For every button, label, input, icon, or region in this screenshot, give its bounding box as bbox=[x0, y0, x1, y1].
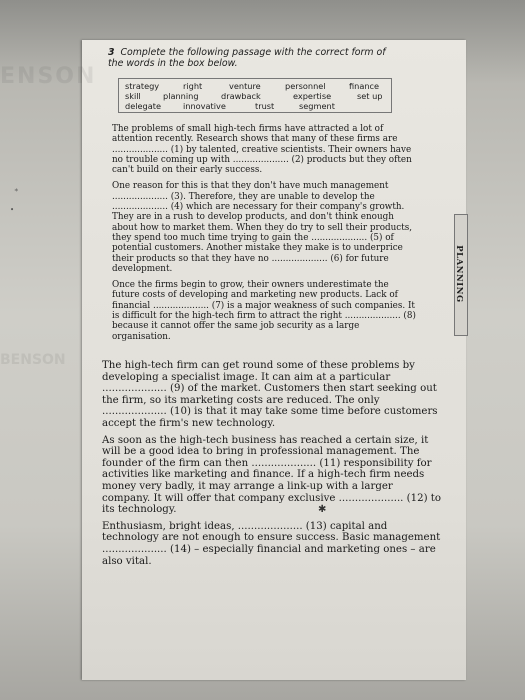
passage-paragraph-2: One reason for this is that they don't have much management .................... (3). Therefore, they are unable to develop the .................... (4) which are necessary for their company's growth. They are in a rush to develop products, and don't think enough about how to market them. When they do try to sell their products, they spend too much time trying to gain the .................... (5) of potential customers. Another mistake they make is to underprice their products so that they have no .................... (6) for future development. bbox=[112, 181, 413, 274]
word-box-item: personnel bbox=[285, 81, 326, 91]
word-box-item: strategy bbox=[125, 81, 160, 91]
word-box-item: set up bbox=[357, 91, 383, 101]
word-box-item: expertise bbox=[293, 91, 332, 101]
word-box-item: drawback bbox=[221, 91, 261, 101]
bleed-through-text: ENSON bbox=[0, 64, 97, 89]
word-box-item: finance bbox=[349, 81, 380, 91]
section-tab-label: PLANNING bbox=[455, 245, 465, 303]
word-box-item: venture bbox=[229, 81, 261, 91]
exercise-number: 3 bbox=[108, 47, 115, 58]
word-box-item: skill bbox=[125, 91, 141, 101]
word-box-item: segment bbox=[299, 101, 335, 111]
word-box bbox=[118, 78, 392, 113]
word-box-item: planning bbox=[163, 91, 199, 101]
passage-paragraph-6: Enthusiasm, bright ideas, .................... (13) capital and technology are not enough to ensure success. Basic management .................... (14) – especially financial and marketing ones – are also vital. bbox=[102, 520, 441, 567]
word-box-item: right bbox=[183, 81, 203, 91]
pen-mark: ✱ bbox=[318, 504, 327, 515]
passage-paragraph-3: Once the firms begin to grow, their owners underestimate the future costs of developing and marketing new products. Lack of financial .................... (7) is a major weakness of such companies. It is difficult for the high-tech firm to attract the right .................... (8) because it cannot offer the same job security as a large organisation. bbox=[112, 280, 416, 342]
bleed-through-text: BENSON bbox=[0, 352, 66, 368]
passage-paragraph-4: The high-tech firm can get round some of these problems by developing a specialist image. It can aim at a particular .................... (9) of the market. Customers then start seeking out the firm, so its marketing costs are reduced. The only .................... (10) is that it may take some time before customers accept the firm's new technology. bbox=[102, 360, 438, 429]
passage-paragraph-5: As soon as the high-tech business has reached a certain size, it will be a good idea to bring in professional management. The founder of the firm can then .................... (11) responsibility for activities like marketing and finance. If a high-tech firm needs money very badly, it may arrange a link-up with a larger company. It will offer that company exclusive .................... (12) to its technology. bbox=[102, 434, 442, 516]
margin-mark: • bbox=[10, 206, 15, 214]
word-box-item: trust bbox=[255, 101, 275, 111]
passage-lower bbox=[102, 360, 442, 572]
instruction-text: Complete the following passage with the correct form of the words in the box below. bbox=[108, 47, 386, 69]
passage-upper bbox=[112, 124, 418, 348]
word-box-item: delegate bbox=[125, 101, 162, 111]
word-box-item: innovative bbox=[183, 101, 226, 111]
margin-mark: ∗ bbox=[14, 186, 19, 194]
exercise-instruction bbox=[108, 47, 398, 69]
passage-paragraph-1: The problems of small high-tech firms have attracted a lot of attention recently. Research shows that many of these firms are .................... (1) by talented, creative scientists. Their owners have no trouble coming up with .................... (2) products but they often can't build on their early success. bbox=[112, 124, 412, 176]
